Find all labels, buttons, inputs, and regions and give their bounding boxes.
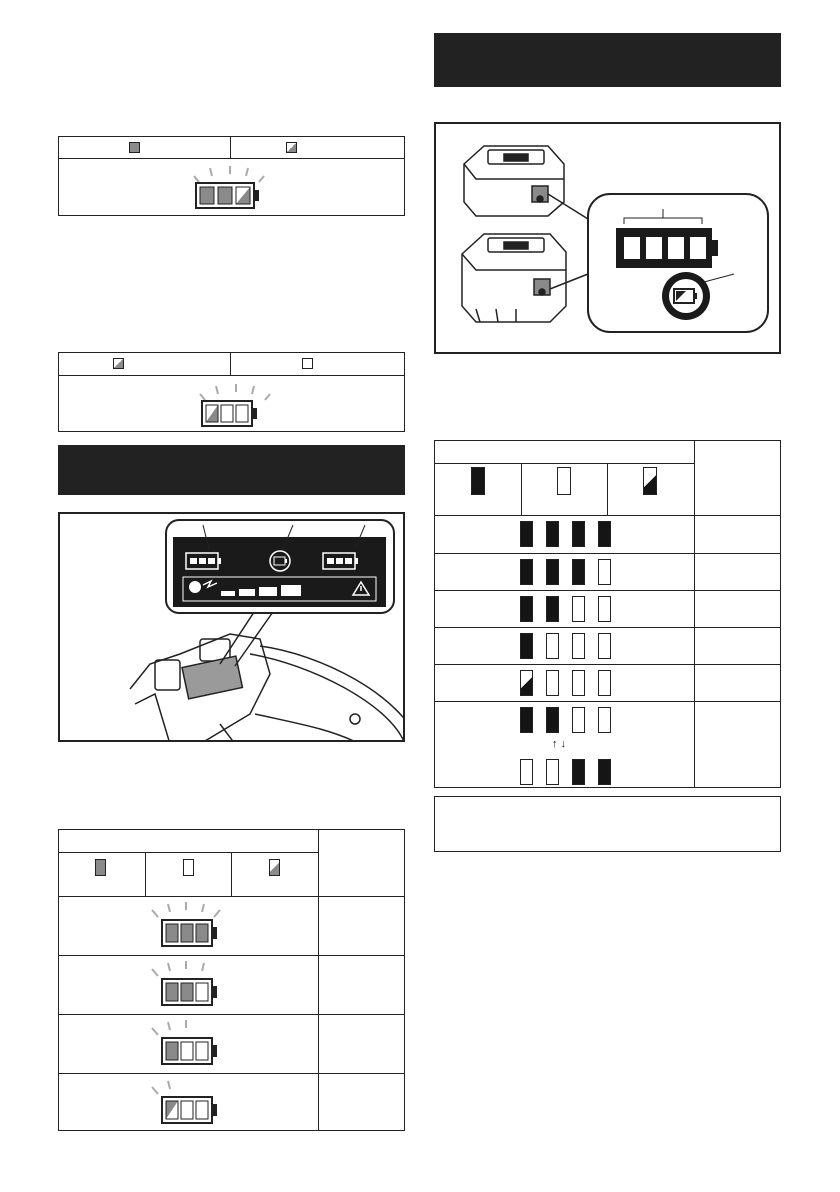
indicator-segment [520, 759, 533, 785]
indicator-segment [546, 596, 559, 622]
indicator-segment [572, 596, 585, 622]
indicator-segment [598, 707, 611, 733]
battery-blink-icon [190, 166, 270, 210]
battery-blink-icon [196, 384, 276, 428]
indicator-segment [520, 670, 533, 696]
indicator-segment [598, 759, 611, 785]
white-segment-icon [183, 859, 194, 876]
indicator-segment [546, 707, 559, 733]
capacity-battery-icon [152, 902, 220, 946]
indicator-segment [598, 670, 611, 696]
gray-segment-icon [95, 859, 106, 876]
callout-lines [165, 523, 395, 553]
indicator-segment [520, 521, 533, 547]
section-banner-left [58, 445, 405, 495]
capacity-batteries [58, 896, 318, 1131]
indicator-segment [546, 559, 559, 585]
halfblack-segment-icon [643, 467, 657, 495]
indicator-segment [520, 559, 533, 585]
indicator-segment [520, 596, 533, 622]
indicator-segment [598, 559, 611, 585]
indicator-segment [520, 633, 533, 659]
capacity-battery-icon [152, 961, 217, 1005]
indicator-segment [598, 633, 611, 659]
indicator-segment [572, 559, 585, 585]
indicator-segment [572, 670, 585, 696]
indicator-segment [546, 759, 559, 785]
indicator-segment [572, 759, 585, 785]
gray-segment-icon [129, 142, 140, 153]
battery-figure [434, 122, 781, 354]
indicator-segment [546, 633, 559, 659]
black-segment-icon [471, 467, 485, 495]
section-banner-right [434, 33, 781, 87]
note-box [434, 796, 781, 852]
indicator-segment [546, 521, 559, 547]
white-segment-icon [302, 358, 313, 369]
indicator-segment [546, 670, 559, 696]
toggle-arrows: ↑ ↓ [552, 738, 567, 750]
half-segment-icon [113, 358, 124, 369]
capacity-battery-icon [152, 1081, 217, 1123]
indicator-segment [572, 633, 585, 659]
capacity-battery-icon [152, 1020, 217, 1064]
indicator-segment [572, 521, 585, 547]
white-segment-icon [557, 467, 571, 495]
indicator-segment [520, 707, 533, 733]
indicator-segment [572, 707, 585, 733]
indicator-segment [598, 521, 611, 547]
half-segment-icon [286, 142, 297, 153]
half-segment-icon [269, 859, 280, 876]
indicator-segment [598, 596, 611, 622]
